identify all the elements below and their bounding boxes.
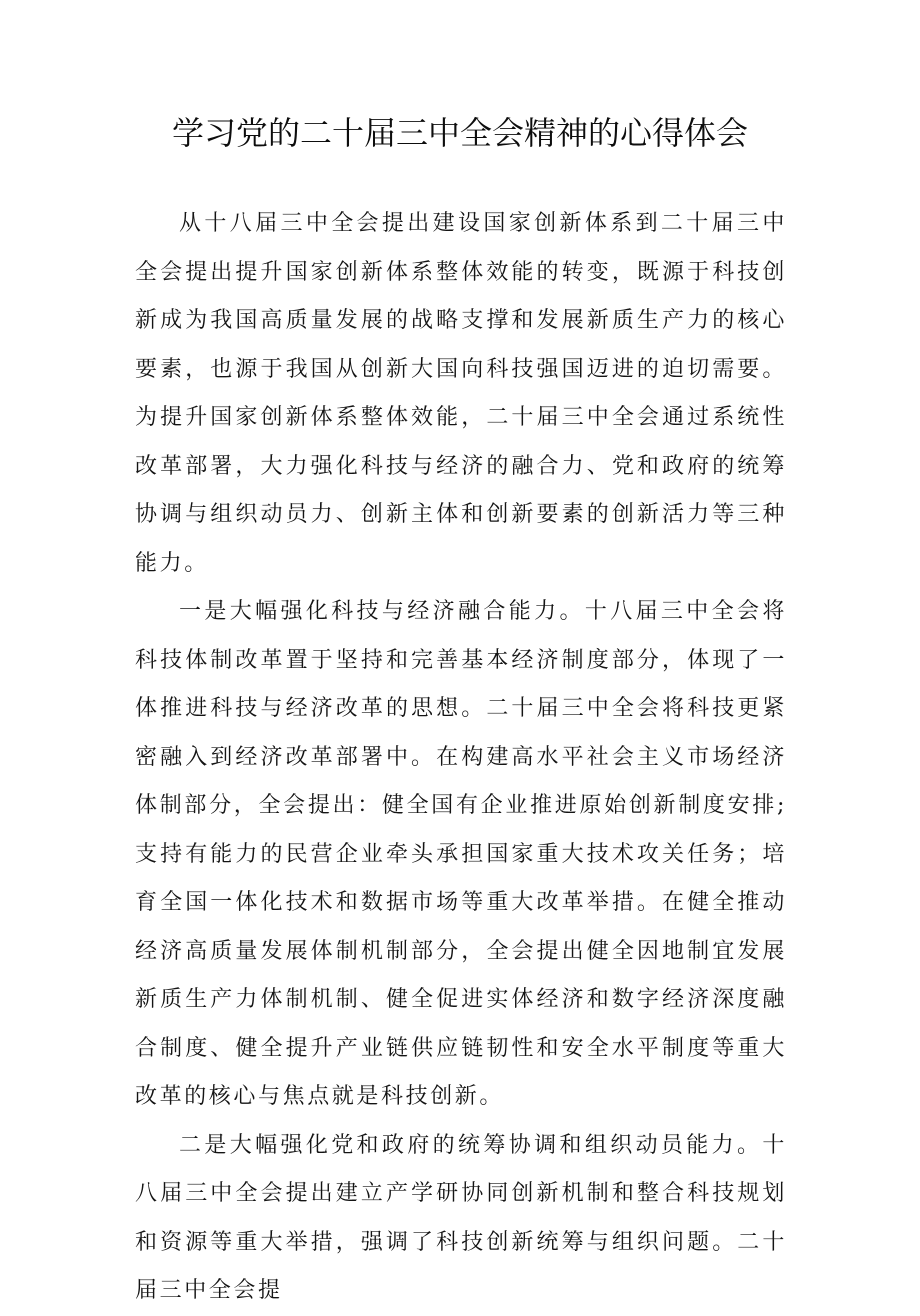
document-body xyxy=(135,200,787,1316)
paragraph-2: 一是大幅强化科技与经济融合能力。十八届三中全会将科技体制改革置于坚持和完善基本经济制度部分，体现了一体推进科技与经济改革的思想。二十届三中全会将科技更紧密融入到经济改革部署中。在构建高水平社会主义市场经济体制部分，全会提出：健全国有企业推进原始创新制度安排;支持有能力的民营企业牵头承担国家重大技术攻关任务；培育全国一体化技术和数据市场等重大改革举措。在健全推动经济高质量发展体制机制部分，全会提出健全因地制宜发展新质生产力体制机制、健全促进实体经济和数字经济深度融合制度、健全提升产业链供应链韧性和安全水平制度等重大改革的核心与焦点就是科技创新。 xyxy=(135,599,787,1109)
document-title: 学习党的二十届三中全会精神的心得体会 xyxy=(171,114,748,152)
paragraph-1: 从十八届三中全会提出建设国家创新体系到二十届三中全会提出提升国家创新体系整体效能的转变，既源于科技创新成为我国高质量发展的战略支撑和发展新质生产力的核心要素，也源于我国从创新大国向科技强国迈进的迫切需要。为提升国家创新体系整体效能，二十届三中全会通过系统性改革部署，大力强化科技与经济的融合力、党和政府的统筹协调与组织动员力、创新主体和创新要素的创新活力等三种能力。 xyxy=(135,211,787,576)
paragraph-3: 二是大幅强化党和政府的统筹协调和组织动员能力。十八届三中全会提出建立产学研协同创新机制和整合科技规划和资源等重大举措，强调了科技创新统筹与组织问题。二十届三中全会提 xyxy=(135,1132,787,1303)
